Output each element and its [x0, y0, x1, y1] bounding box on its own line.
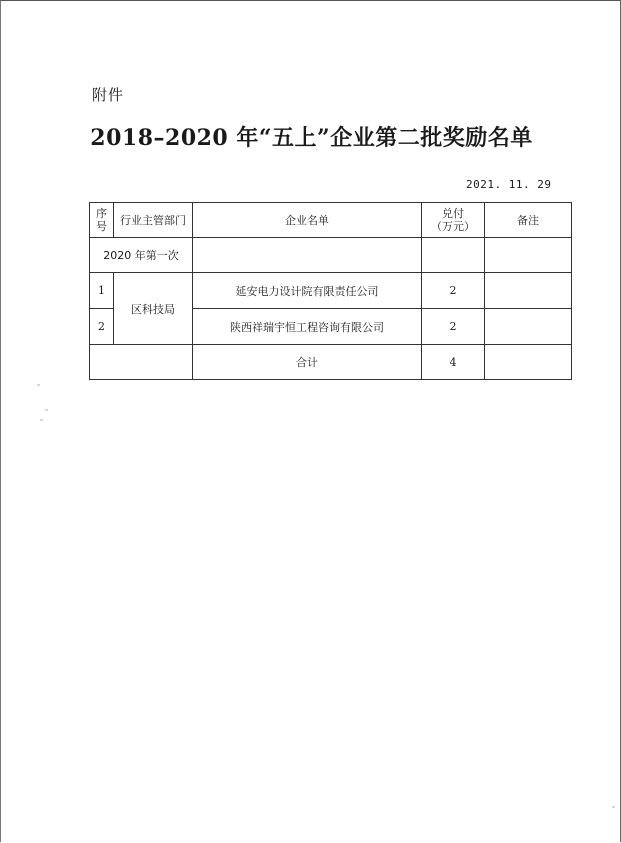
row-seq: 2: [90, 309, 114, 345]
row-remark: [485, 273, 572, 309]
total-label: 合计: [193, 345, 422, 380]
header-seq: 序 号: [90, 203, 114, 238]
scan-speck: [45, 409, 48, 411]
award-list-table: [89, 202, 572, 380]
row-company: 陕西祥瑞宇恒工程咨询有限公司: [193, 309, 422, 345]
document-date: 2021. 11. 29: [466, 178, 552, 191]
header-amount: 兑付 （万元）: [422, 203, 485, 238]
attachment-label: 附件: [92, 86, 125, 104]
total-row: [90, 345, 572, 380]
row-remark: [485, 309, 572, 345]
row-amount: 2: [422, 309, 485, 345]
scan-speck: [37, 384, 40, 386]
row-department: 区科技局: [114, 273, 193, 345]
row-seq: 1: [90, 273, 114, 309]
section-row: [90, 238, 572, 273]
total-empty-cell: [90, 345, 193, 380]
scan-speck: [40, 419, 43, 421]
total-amount: 4: [422, 345, 485, 380]
table-header-row: [90, 203, 572, 238]
total-remark: [485, 345, 572, 380]
section-empty-cell: [422, 238, 485, 273]
section-empty-cell: [485, 238, 572, 273]
header-company: 企业名单: [193, 203, 422, 238]
row-amount: 2: [422, 273, 485, 309]
section-label: 2020 年第一次: [90, 238, 193, 273]
document-title: 2018–2020 年“五上”企业第二批奖励名单: [90, 125, 533, 151]
section-empty-cell: [193, 238, 422, 273]
scan-speck: [612, 806, 615, 808]
table-row: [90, 273, 572, 309]
header-department: 行业主管部门: [114, 203, 193, 238]
row-company: 延安电力设计院有限责任公司: [193, 273, 422, 309]
header-remark: 备注: [485, 203, 572, 238]
